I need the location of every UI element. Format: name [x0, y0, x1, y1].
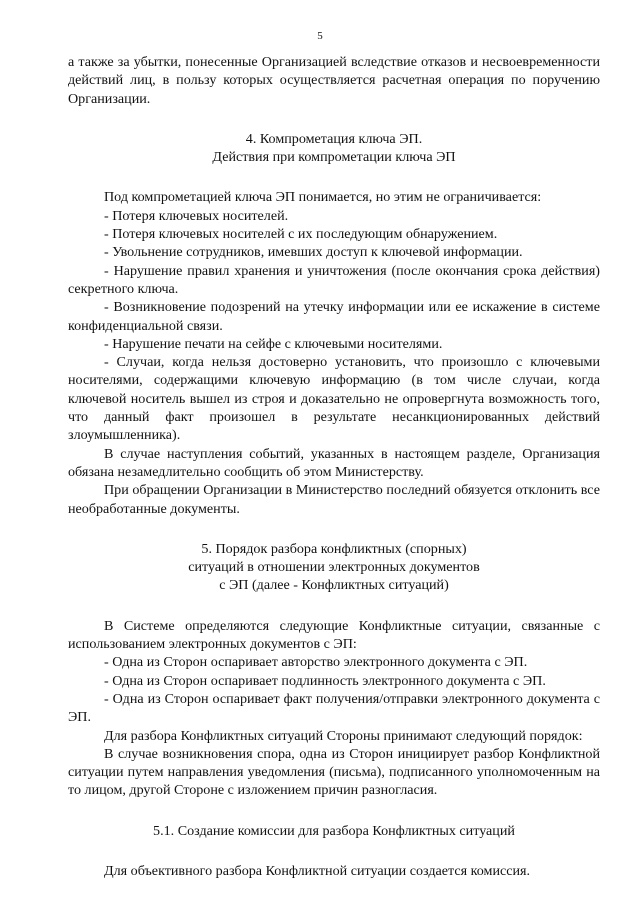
section-4-title: 4. Компрометация ключа ЭП.	[245, 130, 423, 147]
section-4-item: - Нарушение печати на сейфе с ключевыми носителями.	[104, 335, 443, 352]
section-4-item: - Нарушение правил хранения и уничтожения (после окончания срока действия) секретного ключа.	[68, 262, 600, 297]
intro-paragraph: а также за убытки, понесенные Организацией вследствие отказов и несвоевременности действий лиц, в пользу которых осуществляется расчетная операция по поручению Организации.	[68, 54, 600, 107]
section-5-item: - Одна из Сторон оспаривает факт получения/отправки электронного документа с ЭП.	[68, 690, 600, 726]
section-4-item: - Случаи, когда нельзя достоверно установить, что произошло с ключевыми носителями, содержащими ключевую информацию (в том числе случаи, когда ключевой носитель вышел из строя и доказательно не опровергнута возможность того, что данный факт произошел в результате несанкционированных действий злоумышленника).	[68, 354, 600, 444]
section-5-title-line: с ЭП (далее - Конфликтных ситуаций)	[219, 577, 449, 594]
section-5-paragraph: В случае возникновения спора, одна из Сторон инициирует разбор Конфликтной ситуации путем направления уведомления (письма), подписанного уполномоченным на то лицом, другой Стороне с изложением причин разногласия.	[68, 745, 600, 799]
section-5-item: - Одна из Сторон оспаривает подлинность электронного документа с ЭП.	[104, 672, 546, 689]
section-5-item: - Одна из Сторон оспаривает авторство электронного документа с ЭП.	[104, 654, 528, 671]
section-4-heading	[68, 130, 600, 167]
section-5-lead: В Системе определяются следующие Конфликтные ситуации, связанные с использованием электронных документов с ЭП:	[68, 617, 600, 653]
section-5-1-heading: 5.1. Создание комиссии для разбора Конфликтных ситуаций	[153, 822, 515, 839]
section-4-subtitle: Действия при компрометации ключа ЭП	[212, 149, 456, 166]
section-5-paragraph: Для разбора Конфликтных ситуаций Стороны принимают следующий порядок:	[104, 727, 583, 744]
page-content	[68, 53, 600, 880]
section-5-heading	[68, 540, 600, 595]
section-4-paragraph: В случае наступления событий, указанных в настоящем разделе, Организация обязана незамедлительно сообщить об этом Министерству.	[68, 445, 600, 480]
section-4-item: - Потеря ключевых носителей.	[104, 207, 289, 224]
section-4-item: - Потеря ключевых носителей с их последующим обнаружением.	[104, 226, 498, 243]
section-4-paragraph: При обращении Организации в Министерство последний обязуется отклонить все необработанные документы.	[68, 482, 600, 517]
page-number: 5	[317, 30, 323, 42]
section-5-1-paragraph: Для объективного разбора Конфликтной ситуации создается комиссия.	[104, 862, 531, 879]
section-4-item: - Возникновение подозрений на утечку информации или ее искажение в системе конфиденциальной связи.	[68, 299, 600, 334]
section-5-title-line: ситуаций в отношении электронных документов	[188, 559, 480, 576]
section-4-lead: Под компрометацией ключа ЭП понимается, но этим не ограничивается:	[104, 189, 542, 206]
section-5-title-line: 5. Порядок разбора конфликтных (спорных)	[201, 540, 467, 557]
section-4-item: - Увольнение сотрудников, имевших доступ к ключевой информации.	[104, 244, 523, 261]
